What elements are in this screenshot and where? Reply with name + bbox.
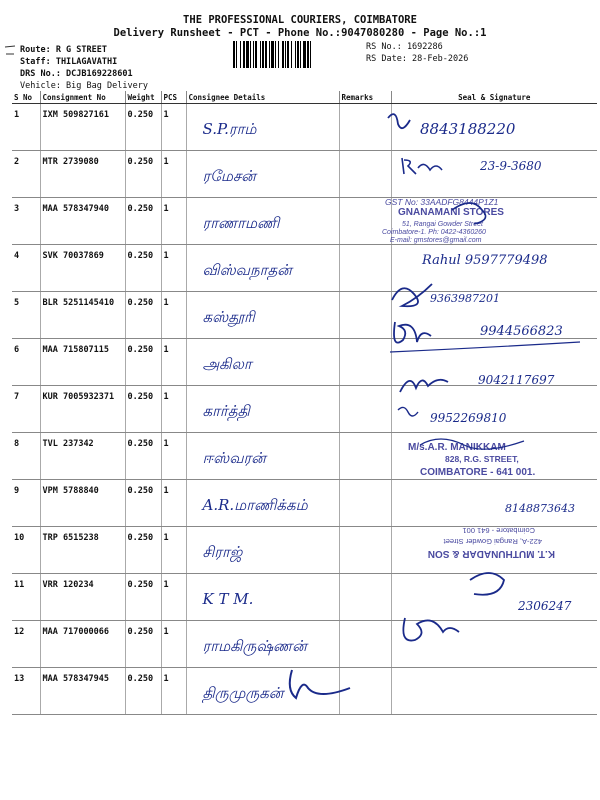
barcode-bar	[255, 41, 257, 68]
barcode-bar	[275, 41, 276, 68]
consignee-handwriting: கார்த்தி	[202, 402, 250, 420]
table-row	[12, 668, 597, 715]
pcs-value: 1	[161, 668, 186, 715]
signature-cell	[391, 151, 597, 198]
runsheet-table	[12, 91, 597, 715]
consignee-handwriting: K T M.	[202, 590, 254, 608]
barcode-bar	[285, 41, 286, 68]
pcs-value: 1	[161, 104, 186, 151]
sig-row-4: Rahul 9597779498	[422, 253, 548, 268]
row-sno: 12	[12, 621, 40, 668]
row-sno: 4	[12, 245, 40, 292]
svg-text:Coimbatore-1. Ph: 0422-4360260: Coimbatore-1. Ph: 0422-4360260	[382, 229, 486, 236]
remarks-cell	[339, 527, 391, 574]
pcs-value: 1	[161, 198, 186, 245]
staff-label: Staff: THILAGAVATHI	[20, 57, 118, 67]
pcs-value: 1	[161, 245, 186, 292]
consignee-name	[186, 668, 339, 715]
company-title: THE PROFESSIONAL COURIERS, COIMBATORE	[183, 14, 417, 26]
sig-row-12: 2306247	[518, 599, 572, 613]
col-signature: Seal & Signature	[391, 91, 597, 104]
signature-cell	[391, 198, 597, 245]
weight-value: 0.250	[125, 104, 161, 151]
barcode-bar	[291, 41, 292, 68]
table-row	[12, 480, 597, 527]
barcode-bar	[233, 41, 235, 68]
barcode-image	[232, 41, 358, 68]
table-row	[12, 339, 597, 386]
row-sno: 8	[12, 433, 40, 480]
weight-value: 0.250	[125, 198, 161, 245]
barcode-bar	[236, 41, 237, 68]
barcode-bar	[246, 41, 249, 68]
consignee-name	[186, 104, 339, 151]
consignee-handwriting: ராணாமணி	[202, 214, 280, 232]
pcs-value: 1	[161, 574, 186, 621]
barcode-bar	[243, 41, 245, 68]
col-remarks: Remarks	[339, 91, 391, 104]
consignee-handwriting: விஸ்வநாதன்	[202, 261, 292, 279]
pcs-value: 1	[161, 386, 186, 433]
signature-cell	[391, 245, 597, 292]
barcode-bar	[287, 41, 289, 68]
svg-text:E-mail: gmstores@gmail.com: E-mail: gmstores@gmail.com	[390, 237, 482, 244]
barcode-bar	[269, 41, 270, 68]
signature-cell	[391, 668, 597, 715]
table-row	[12, 433, 597, 480]
barcode-bar	[271, 41, 274, 68]
row-sno: 9	[12, 480, 40, 527]
weight-value: 0.250	[125, 527, 161, 574]
pcs-value: 1	[161, 527, 186, 574]
consignee-name	[186, 386, 339, 433]
remarks-cell	[339, 621, 391, 668]
weight-value: 0.250	[125, 245, 161, 292]
consignment-number: MAA 717000066	[40, 621, 125, 668]
weight-value: 0.250	[125, 151, 161, 198]
signature-cell	[391, 574, 597, 621]
svg-text:828, R.G. STREET,: 828, R.G. STREET,	[445, 454, 519, 464]
row-sno: 13	[12, 668, 40, 715]
consignee-name	[186, 480, 339, 527]
drs-label: DRS No.: DCJB169228601	[20, 69, 133, 79]
consignee-name	[186, 245, 339, 292]
barcode-bar	[295, 41, 296, 68]
signature-cell	[391, 386, 597, 433]
consignment-number: MAA 715807115	[40, 339, 125, 386]
consignment-number: BLR 5251145410	[40, 292, 125, 339]
remarks-cell	[339, 198, 391, 245]
table-row	[12, 386, 597, 433]
table-header-row	[12, 91, 597, 104]
consignment-number: TVL 237342	[40, 433, 125, 480]
consignment-number: MTR 2739080	[40, 151, 125, 198]
row-sno: 11	[12, 574, 40, 621]
sig-row-10: 8148873643	[505, 502, 575, 515]
consignment-number: KUR 7005932371	[40, 386, 125, 433]
consignment-number: SVK 70037869	[40, 245, 125, 292]
pcs-value: 1	[161, 151, 186, 198]
barcode-bar	[260, 41, 261, 68]
barcode-bar	[278, 41, 279, 68]
weight-value: 0.250	[125, 386, 161, 433]
barcode-bar	[262, 41, 264, 68]
svg-text:422-A, Rangai Gowder Street: 422-A, Rangai Gowder Street	[443, 537, 542, 546]
col-consignment: Consignment No	[40, 91, 125, 104]
remarks-cell	[339, 480, 391, 527]
signature-cell	[391, 339, 597, 386]
barcode-bar	[250, 41, 251, 68]
pcs-value: 1	[161, 433, 186, 480]
consignee-name	[186, 151, 339, 198]
table-row	[12, 151, 597, 198]
consignee-name	[186, 339, 339, 386]
consignment-number: MAA 578347945	[40, 668, 125, 715]
row-sno: 3	[12, 198, 40, 245]
consignee-name	[186, 433, 339, 480]
signature-cell	[391, 104, 597, 151]
col-weight: Weight	[125, 91, 161, 104]
svg-text:GST No: 33AADFG8444P1Z1: GST No: 33AADFG8444P1Z1	[385, 197, 499, 207]
consignee-handwriting: A.R.மாணிக்கம்	[202, 496, 308, 514]
row-sno: 7	[12, 386, 40, 433]
runsheet-subtitle: Delivery Runsheet - PCT - Phone No.:9047080280 - Page No.:1	[113, 27, 487, 39]
pcs-value: 1	[161, 339, 186, 386]
barcode-bar	[253, 41, 254, 68]
weight-value: 0.250	[125, 668, 161, 715]
table-row	[12, 292, 597, 339]
pcs-value: 1	[161, 480, 186, 527]
weight-value: 0.250	[125, 621, 161, 668]
consignee-name	[186, 621, 339, 668]
row-sno: 5	[12, 292, 40, 339]
barcode-bar	[265, 41, 267, 68]
row-sno: 2	[12, 151, 40, 198]
barcode-bar	[282, 41, 284, 68]
remarks-cell	[339, 668, 391, 715]
consignee-handwriting: S.P.ராம்	[202, 120, 257, 138]
consignee-handwriting: சிராஜ்	[202, 543, 243, 561]
signature-cell	[391, 480, 597, 527]
remarks-cell	[339, 104, 391, 151]
remarks-cell	[339, 386, 391, 433]
barcode-bar	[300, 41, 301, 68]
consignment-number: IXM 509827161	[40, 104, 125, 151]
remarks-cell	[339, 245, 391, 292]
consignee-name	[186, 198, 339, 245]
consignee-handwriting: ஈஸ்வரன்	[202, 449, 266, 467]
barcode-bar	[307, 41, 309, 68]
svg-text:GNANAMANI STORES: GNANAMANI STORES	[398, 207, 504, 218]
consignee-handwriting: அகிலா	[202, 355, 252, 373]
table-row	[12, 527, 597, 574]
col-consignee: Consignee Details	[186, 91, 339, 104]
row-sno: 1	[12, 104, 40, 151]
signature-cell	[391, 292, 597, 339]
pcs-value: 1	[161, 292, 186, 339]
table-row	[12, 574, 597, 621]
svg-text:51, Rangai Gowder Street: 51, Rangai Gowder Street	[402, 221, 483, 228]
svg-text:Coimbatore - 641 001: Coimbatore - 641 001	[462, 526, 535, 535]
weight-value: 0.250	[125, 339, 161, 386]
vehicle-label: Vehicle: Big Bag Delivery	[20, 81, 148, 91]
table-row	[12, 621, 597, 668]
svg-text:K.T. MUTHUNADAR & SON: K.T. MUTHUNADAR & SON	[427, 548, 555, 559]
row-sno: 6	[12, 339, 40, 386]
consignee-name	[186, 527, 339, 574]
sig-row-2: 23-9-3680	[480, 159, 542, 173]
pcs-value: 1	[161, 621, 186, 668]
table-row	[12, 245, 597, 292]
signature-cell	[391, 527, 597, 574]
consignment-number: MAA 578347940	[40, 198, 125, 245]
barcode-bar	[303, 41, 306, 68]
remarks-cell	[339, 339, 391, 386]
consignee-handwriting: ராமகிருஷ்ணன்	[202, 637, 307, 655]
table-row	[12, 198, 597, 245]
barcode-bar	[310, 41, 311, 68]
col-sno: S No	[12, 91, 40, 104]
remarks-cell	[339, 151, 391, 198]
consignee-handwriting: கஸ்தூரி	[202, 308, 255, 326]
weight-value: 0.250	[125, 433, 161, 480]
sig-row-5: 9363987201	[430, 292, 500, 305]
remarks-cell	[339, 292, 391, 339]
rs-date: RS Date: 28-Feb-2026	[366, 54, 469, 64]
consignee-name	[186, 574, 339, 621]
sig-row-8: 9952269810	[430, 411, 507, 425]
remarks-cell	[339, 433, 391, 480]
signature-cell	[391, 433, 597, 480]
weight-value: 0.250	[125, 480, 161, 527]
sig-row-1: 8843188220	[420, 120, 516, 138]
consignment-number: VRR 120234	[40, 574, 125, 621]
svg-text:COIMBATORE - 641 001.: COIMBATORE - 641 001.	[420, 467, 536, 478]
sig-row-6: 9944566823	[480, 324, 563, 339]
row-sno: 10	[12, 527, 40, 574]
svg-text:M/s.A.R. MANIKKAM: M/s.A.R. MANIKKAM	[408, 442, 506, 453]
consignee-handwriting: திருமுருகன்	[202, 684, 284, 702]
weight-value: 0.250	[125, 292, 161, 339]
weight-value: 0.250	[125, 574, 161, 621]
sig-row-7: 9042117697	[478, 373, 555, 387]
route-label: Route: R G STREET	[20, 45, 107, 55]
barcode-bar	[297, 41, 299, 68]
remarks-cell	[339, 574, 391, 621]
consignment-number: VPM 5788840	[40, 480, 125, 527]
consignment-number: TRP 6515238	[40, 527, 125, 574]
consignee-handwriting: ரமேசன்	[202, 167, 256, 185]
signature-cell	[391, 621, 597, 668]
col-pcs: PCS	[161, 91, 186, 104]
table-row	[12, 104, 597, 151]
barcode-bar	[240, 41, 241, 68]
rs-number: RS No.: 1692286	[366, 42, 443, 52]
consignee-name	[186, 292, 339, 339]
